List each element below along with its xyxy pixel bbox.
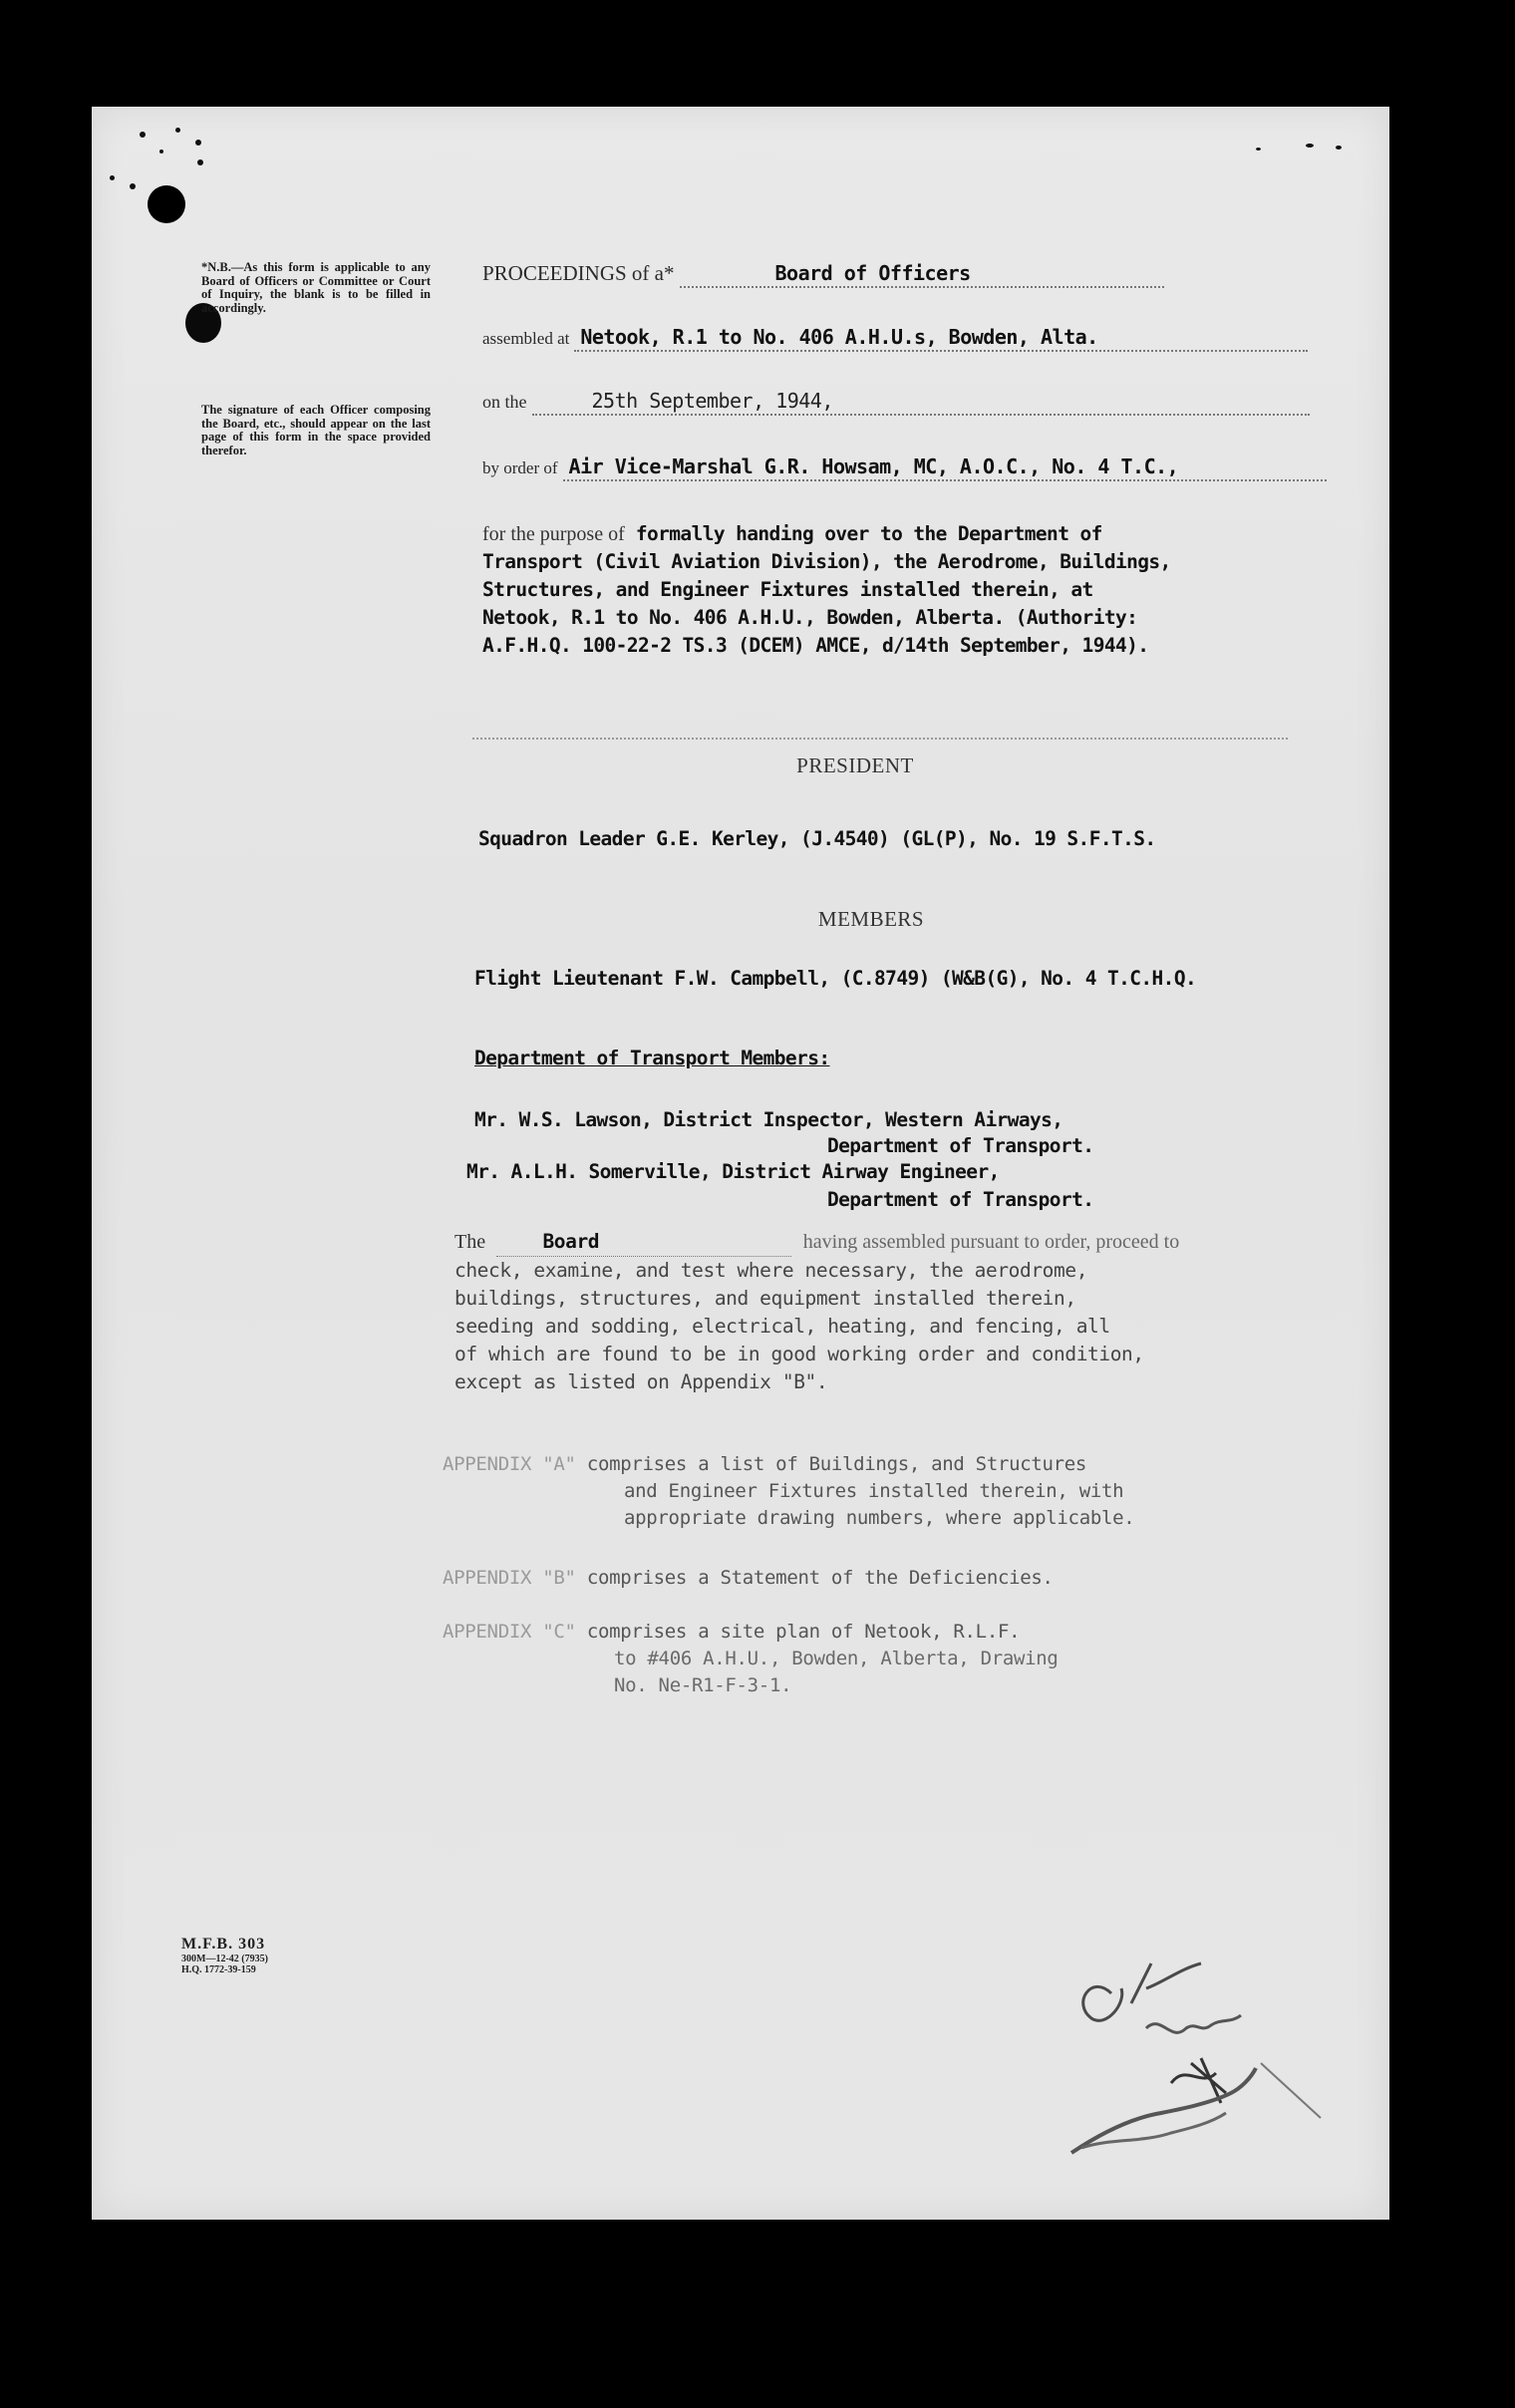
president-heading: PRESIDENT xyxy=(796,753,914,777)
purpose-line: formally handing over to the Department of xyxy=(635,522,1102,545)
hq-code: H.Q. 1772-39-159 xyxy=(181,1964,256,1975)
findings-line: of which are found to be in good working order and condition, xyxy=(454,1343,1144,1365)
appendix-line: comprises a list of Buildings, and Structures xyxy=(586,1453,1087,1475)
appendix-b-tag: APPENDIX "B" xyxy=(443,1567,576,1589)
appendix-line: to #406 A.H.U., Bowden, Alberta, Drawing xyxy=(614,1648,1059,1669)
by-order-value: Air Vice-Marshal G.R. Howsam, MC, A.O.C., No. 4 T.C., xyxy=(568,454,1179,478)
findings-line: check, examine, and test where necessary, the aerodrome, xyxy=(454,1259,1088,1282)
appendix-a xyxy=(443,1451,1134,1532)
findings-line: seeding and sodding, electrical, heating, and fencing, all xyxy=(454,1315,1110,1338)
findings-paragraph xyxy=(454,1228,1332,1396)
ink-speck xyxy=(110,175,115,180)
purpose-line: Structures, and Engineer Fixtures installed therein, at xyxy=(482,578,1093,601)
dot-member-entry: Department of Transport. xyxy=(827,1188,1094,1211)
the-label: The xyxy=(454,1231,486,1253)
president-name: Squadron Leader G.E. Kerley, (J.4540) (GL(P), No. 19 S.F.T.S. xyxy=(478,827,1156,850)
member-entry: Flight Lieutenant F.W. Campbell, (C.8749) (W&B(G), No. 4 T.C.H.Q. xyxy=(474,967,1197,990)
ink-speck xyxy=(140,132,146,138)
date-value: 25th September, 1944, xyxy=(591,389,833,413)
handwritten-initials xyxy=(1052,1934,1331,2183)
form-number: M.F.B. 303 xyxy=(181,1936,266,1953)
ink-speck xyxy=(1336,146,1342,150)
assembled-label: assembled at xyxy=(482,329,570,348)
assembled-text: having assembled pursuant to order, proceed to xyxy=(802,1231,1180,1253)
ink-speck xyxy=(1306,144,1314,148)
by-order-label: by order of xyxy=(482,458,558,477)
print-code: 300M—12-42 (7935) xyxy=(181,1954,268,1964)
appendix-c xyxy=(443,1619,1059,1699)
by-order-line xyxy=(482,454,1327,481)
margin-note-form-usage: *N.B.—As this form is applicable to any Board of Officers or Committee or Court of Inquiry, the blank is to be filled in accordingly. xyxy=(201,260,431,315)
ink-speck xyxy=(197,159,203,165)
appendix-line: comprises a site plan of Netook, R.L.F. xyxy=(586,1621,1021,1643)
purpose-line: Transport (Civil Aviation Division), the Aerodrome, Buildings, xyxy=(482,550,1171,573)
dot-member-entry: Mr. W.S. Lawson, District Inspector, Western Airways, xyxy=(474,1108,1063,1131)
ink-speck xyxy=(130,183,136,189)
ink-speck xyxy=(159,150,163,153)
appendix-line: comprises a Statement of the Deficiencies. xyxy=(586,1567,1054,1589)
dot-member-entry: Mr. A.L.H. Somerville, District Airway Engineer, xyxy=(466,1160,1000,1183)
purpose-line: A.F.H.Q. 100-22-2 TS.3 (DCEM) AMCE, d/14th September, 1944). xyxy=(482,634,1149,657)
proceedings-line xyxy=(482,261,1164,288)
on-the-label: on the xyxy=(482,392,527,412)
proceedings-label: PROCEEDINGS of a* xyxy=(482,261,675,285)
divider xyxy=(472,738,1288,740)
ink-speck xyxy=(195,140,201,146)
dot-member-entry: Department of Transport. xyxy=(827,1134,1094,1157)
members-heading: MEMBERS xyxy=(817,907,925,931)
punch-hole xyxy=(148,185,185,223)
purpose-label: for the purpose of xyxy=(482,523,625,545)
appendix-a-tag: APPENDIX "A" xyxy=(443,1453,576,1475)
findings-line: buildings, structures, and equipment installed therein, xyxy=(454,1287,1076,1310)
assembled-line xyxy=(482,325,1308,352)
form-code xyxy=(181,1936,268,1975)
appendix-line: and Engineer Fixtures installed therein, with xyxy=(624,1480,1124,1502)
board-value: Board xyxy=(542,1230,600,1253)
ink-speck xyxy=(1256,148,1261,150)
findings-line: except as listed on Appendix "B". xyxy=(454,1370,828,1393)
ink-speck xyxy=(175,128,180,133)
margin-note-signature: The signature of each Officer composing the Board, etc., should appear on the last page of this form in the space provided therefor. xyxy=(201,403,431,457)
appendix-line: appropriate drawing numbers, where applicable. xyxy=(624,1507,1135,1529)
dot-members-heading: Department of Transport Members: xyxy=(474,1047,830,1069)
proceedings-value: Board of Officers xyxy=(774,261,971,285)
appendix-b xyxy=(443,1565,1054,1592)
date-line xyxy=(482,389,1310,416)
appendix-line: No. Ne-R1-F-3-1. xyxy=(614,1674,792,1696)
purpose-line: Netook, R.1 to No. 406 A.H.U., Bowden, Alberta. (Authority: xyxy=(482,606,1138,629)
purpose-block xyxy=(482,520,1360,660)
appendix-c-tag: APPENDIX "C" xyxy=(443,1621,576,1643)
assembled-value: Netook, R.1 to No. 406 A.H.U.s, Bowden, Alta. xyxy=(580,325,1098,349)
